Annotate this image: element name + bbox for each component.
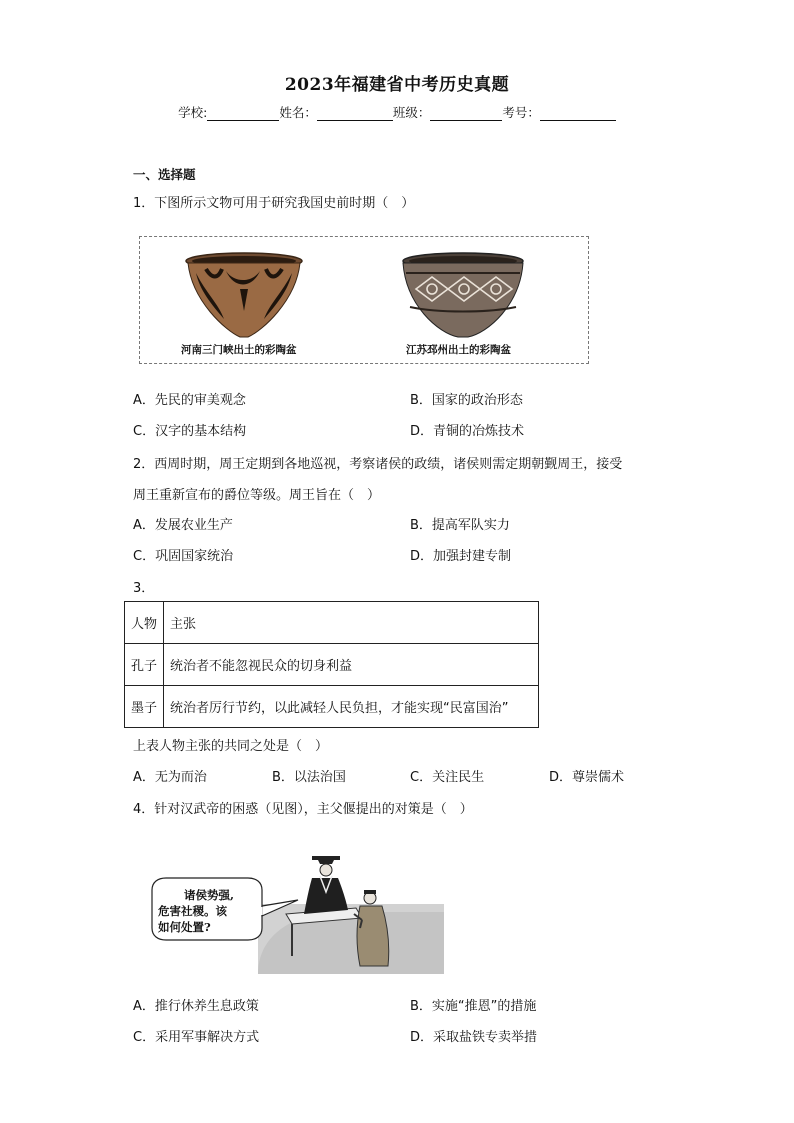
q3-number: 3． xyxy=(133,581,155,596)
q3-option-d[interactable]: D．尊崇儒术 xyxy=(549,770,625,785)
table-header-cell: 人物 xyxy=(125,602,164,644)
q2-option-c[interactable]: C．巩固国家统治 xyxy=(133,549,234,564)
q1-caption-right: 江苏邳州出土的彩陶盆 xyxy=(406,344,511,356)
q4-option-a[interactable]: A．推行休养生息政策 xyxy=(133,999,259,1014)
q2-stem-line1: 2．西周时期，周王定期到各地巡视，考察诸侯的政绩，诸侯则需定期朝觐周王，接受 xyxy=(133,457,623,472)
q3-option-c[interactable]: C．关注民生 xyxy=(410,770,485,785)
table-cell: 统治者厉行节约，以此减轻人民负担，才能实现“民富国治” xyxy=(164,686,539,728)
q1-option-d[interactable]: D．青铜的冶炼技术 xyxy=(410,424,525,439)
pottery-basin-pizhou-image xyxy=(398,249,528,339)
table-row xyxy=(125,644,539,686)
q2-stem-line2: 周王重新宣布的爵位等级。周王旨在（ ） xyxy=(133,488,381,503)
pottery-basin-sanmenxia-image xyxy=(182,249,306,339)
q3-table xyxy=(124,601,539,728)
name-label: 姓名： xyxy=(279,105,317,120)
name-blank[interactable] xyxy=(317,107,393,121)
table-header-cell: 主张 xyxy=(164,602,539,644)
exam-no-label: 考号： xyxy=(502,105,540,120)
q3-stem: 上表人物主张的共同之处是（ ） xyxy=(133,739,329,754)
speech-line: 如何处置? xyxy=(158,920,211,934)
exam-no-blank[interactable] xyxy=(540,107,616,121)
q4-option-c[interactable]: C．采用军事解决方式 xyxy=(133,1030,260,1045)
q4-option-d[interactable]: D．采取盐铁专卖举措 xyxy=(410,1030,538,1045)
table-row xyxy=(125,686,539,728)
q2-option-b[interactable]: B．提高军队实力 xyxy=(410,518,510,533)
q3-option-b[interactable]: B．以法治国 xyxy=(272,770,346,785)
table-cell: 统治者不能忽视民众的切身利益 xyxy=(164,644,539,686)
speech-line: 危害社稷。该 xyxy=(158,904,227,918)
q3-option-a[interactable]: A．无为而治 xyxy=(133,770,207,785)
class-label: 班级： xyxy=(392,105,431,120)
school-blank[interactable] xyxy=(207,107,279,121)
exam-title: 2023年福建省中考历史真题 xyxy=(284,75,510,95)
q1-caption-left: 河南三门峡出土的彩陶盆 xyxy=(181,344,297,356)
q1-option-b[interactable]: B．国家的政治形态 xyxy=(410,393,523,408)
table-cell: 孔子 xyxy=(125,644,164,686)
table-cell: 墨子 xyxy=(125,686,164,728)
table-header-row xyxy=(125,602,539,644)
q1-option-c[interactable]: C．汉字的基本结构 xyxy=(133,424,247,439)
q1-figure xyxy=(139,236,589,364)
school-label: 学校: xyxy=(178,105,208,120)
q2-option-a[interactable]: A．发展农业生产 xyxy=(133,518,233,533)
q1-stem: 1．下图所示文物可用于研究我国史前时期（ ） xyxy=(133,196,415,211)
section-title: 一、选择题 xyxy=(133,167,196,182)
q1-option-a[interactable]: A．先民的审美观念 xyxy=(133,393,246,408)
speech-line: 诸侯势强, xyxy=(184,888,235,902)
q2-option-d[interactable]: D．加强封建专制 xyxy=(410,549,512,564)
student-info-line xyxy=(0,103,794,121)
q4-option-b[interactable]: B．实施“推恩”的措施 xyxy=(410,999,537,1014)
q4-stem: 4．针对汉武帝的困惑（见图），主父偃提出的对策是（ ） xyxy=(133,802,473,817)
class-blank[interactable] xyxy=(430,107,502,121)
q4-speech-bubble xyxy=(158,887,234,935)
